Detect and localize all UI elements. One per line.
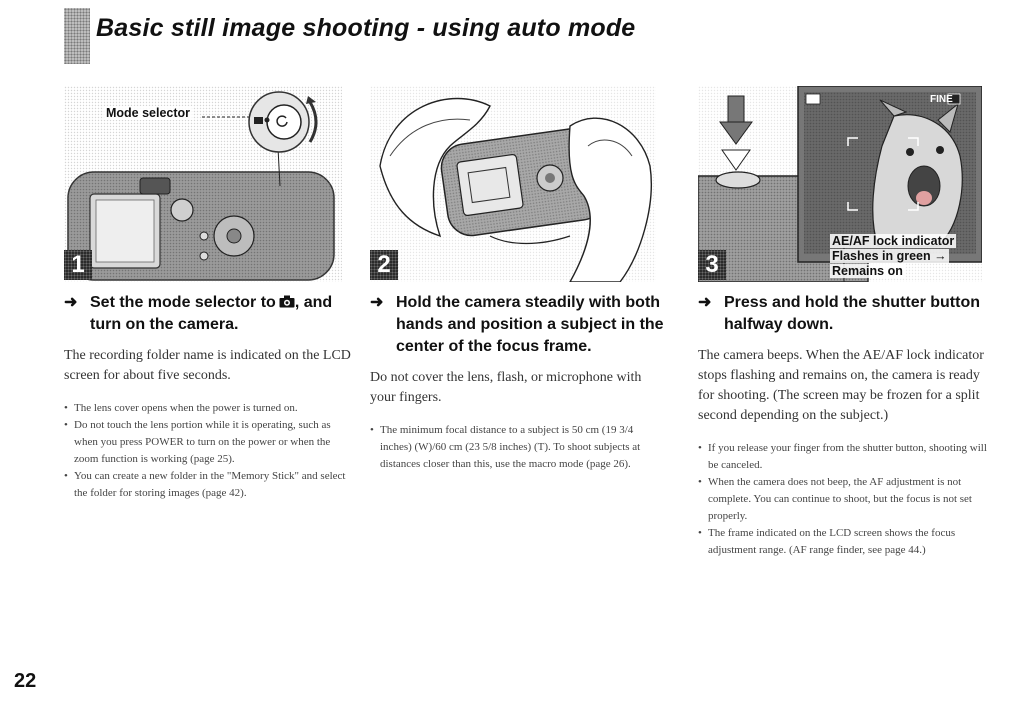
arrow-right-icon: ➜ [64, 294, 78, 311]
page-title: Basic still image shooting - using auto mode [96, 14, 636, 42]
remains-on-callout: Remains on [832, 264, 903, 278]
ae-af-lock-callout: AE/AF lock indicator [832, 234, 955, 248]
arrow-right-icon: ➜ [698, 294, 712, 311]
step-3-notes [698, 440, 988, 559]
hands-holding-camera-illustration [370, 86, 656, 282]
note-item: • You can create a new folder in the "Memory Stick" and select the folder for storing images (page 42). [64, 468, 354, 502]
step-3-column [698, 292, 988, 559]
step-3-heading-text: Press and hold the shutter button halfway down. [724, 294, 981, 333]
step-2-heading-text: Hold the camera steadily with both hands and position a subject in the center of the focus frame. [396, 294, 664, 355]
note-item: • If you release your finger from the shutter button, shooting will be canceled. [698, 440, 988, 474]
arrow-right-icon: ➜ [370, 294, 384, 311]
step-1-notes [64, 400, 354, 502]
note-item: • The minimum focal distance to a subject is 50 cm (19 3/4 inches) (W)/60 cm (23 5/8 inches) (T). To shoot subjects at distances closer than this, use the macro mode (page 26). [370, 422, 666, 473]
step-2-notes [370, 422, 666, 473]
step-3-heading [698, 292, 988, 336]
step-3-badge: 3 [698, 250, 726, 280]
flashes-green-callout: Flashes in green → [832, 249, 947, 263]
step-1-illustration [64, 86, 342, 282]
step-2-column [370, 292, 666, 473]
note-item: • When the camera does not beep, the AF adjustment is not complete. You can continue to shoot, but the focus is not set properly. [698, 474, 988, 525]
step-2-body: Do not cover the lens, flash, or microphone with your fingers. [370, 370, 642, 405]
step-1-body: The recording folder name is indicated on the LCD screen for about five seconds. [64, 348, 351, 383]
step-2-illustration [370, 86, 656, 282]
lcd-quality-label: FINE [930, 94, 953, 105]
step-1-heading-text: Set the mode selector to [90, 294, 276, 311]
step-2-heading [370, 292, 666, 358]
step-3-illustration [698, 86, 982, 282]
mode-selector-callout: Mode selector [106, 106, 191, 120]
note-item: • The lens cover opens when the power is turned on. [64, 400, 354, 417]
title-tab-marker [64, 8, 90, 64]
note-item: • The frame indicated on the LCD screen shows the focus adjustment range. (AF range finder, see page 44.) [698, 525, 988, 559]
step-2-badge: 2 [370, 250, 398, 280]
page-number: 22 [14, 670, 37, 692]
note-item: • Do not touch the lens portion while it is operating, such as when you press POWER to turn on the power or when the zoom function is working (page 25). [64, 417, 354, 468]
step-1-column [64, 292, 354, 502]
step-1-heading [64, 292, 354, 336]
step-3-body: The camera beeps. When the AE/AF lock indicator stops flashing and remains on, the camera is ready for shooting. (The screen may be frozen for a split second depending on the subject.) [698, 348, 984, 423]
step-1-badge: 1 [64, 250, 92, 280]
camera-icon [279, 295, 295, 308]
step-1-heading-suffix: , and turn on the camera. [90, 294, 333, 333]
